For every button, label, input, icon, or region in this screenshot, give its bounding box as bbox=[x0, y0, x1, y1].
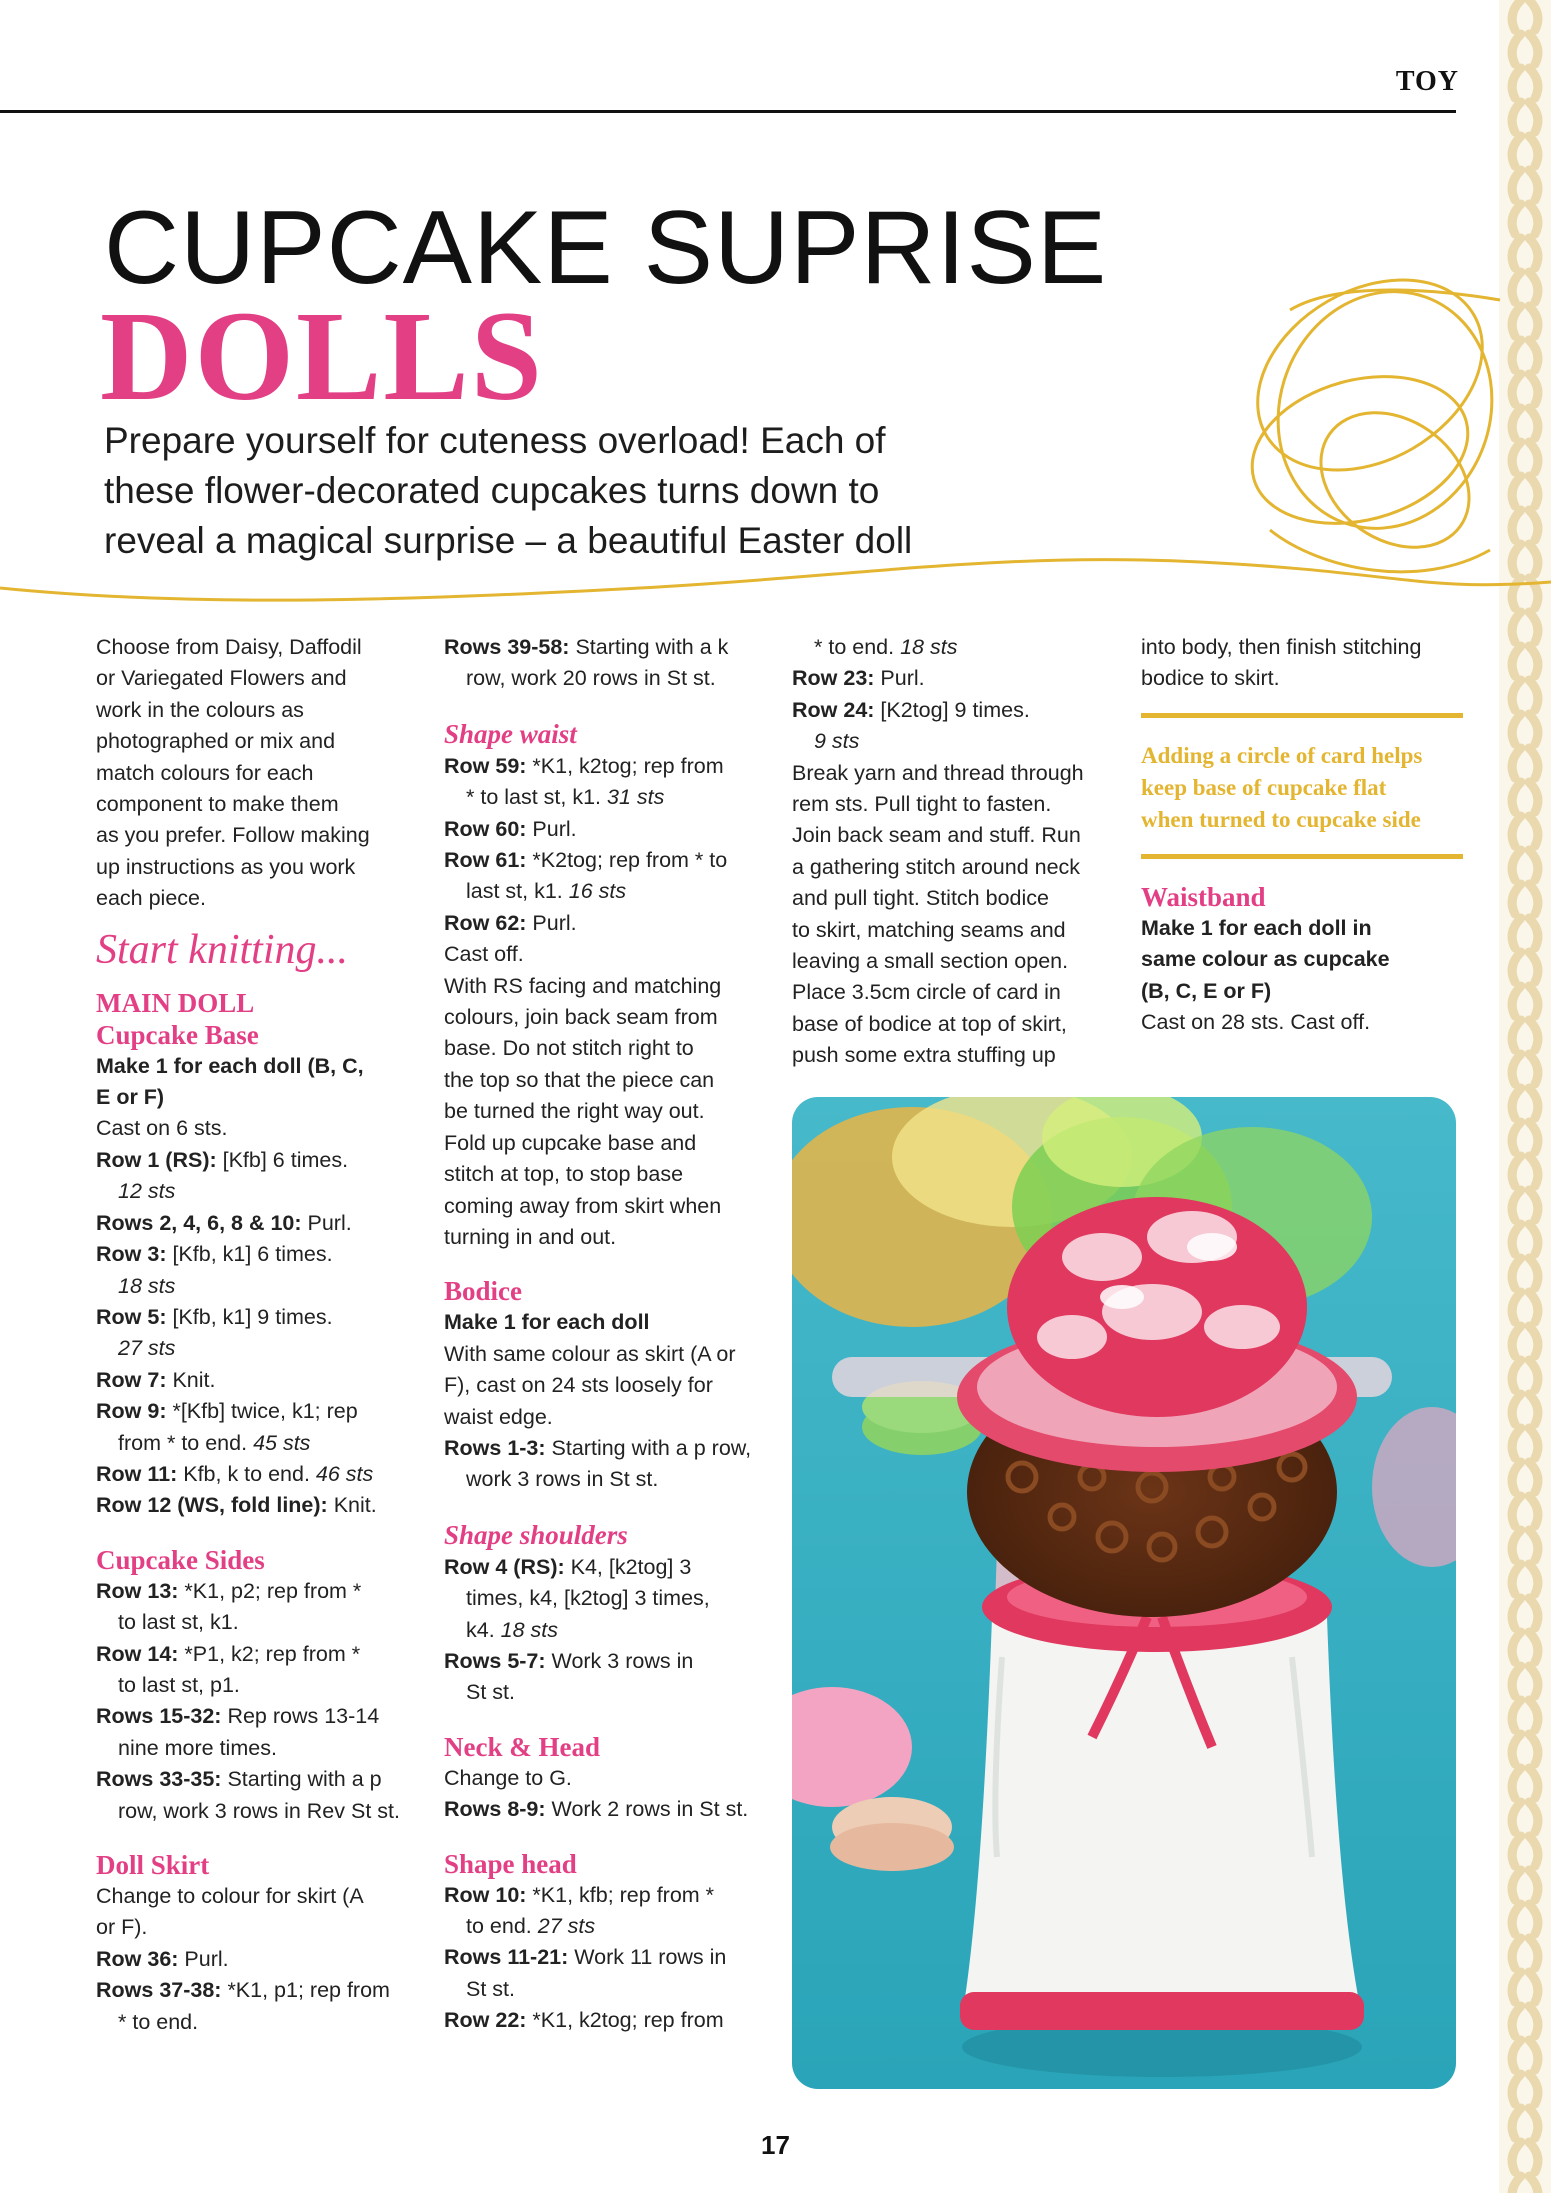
stitch-loop bbox=[1512, 816, 1521, 846]
stitch-loop bbox=[1512, 1190, 1521, 1220]
column-1 bbox=[96, 632, 416, 2038]
row-label: Rows 8-9: bbox=[444, 1797, 546, 1822]
stitch-loop bbox=[1512, 136, 1521, 166]
stitch-loop bbox=[1512, 68, 1521, 98]
stitch-loop bbox=[1529, 1054, 1538, 1084]
row-text-cont: St st. bbox=[466, 1680, 515, 1705]
stitch-loop bbox=[1529, 1700, 1538, 1730]
row-text: Starting with a k bbox=[569, 635, 729, 659]
stitch-loop bbox=[1512, 1020, 1521, 1050]
text-line: or F). bbox=[96, 1915, 148, 1940]
row-text: [Kfb, k1] 9 times. bbox=[166, 1304, 333, 1329]
stitch-loop bbox=[1529, 1020, 1538, 1050]
stitch-count: 27 sts bbox=[537, 1914, 596, 1938]
row-text-cont: k4. bbox=[466, 1617, 495, 1642]
stitch-loop bbox=[1512, 952, 1521, 982]
text-line: match colours for each bbox=[96, 760, 314, 785]
stitch-loop bbox=[1512, 1462, 1521, 1492]
row-text: Work 2 rows in St st. bbox=[545, 1797, 749, 1822]
stitch-loop bbox=[1529, 0, 1538, 30]
row-label: Row 62: bbox=[444, 910, 527, 935]
shape-head-heading: Shape head bbox=[444, 1848, 577, 1879]
text-line: Adding a circle of card helps bbox=[1141, 742, 1423, 768]
stitch-loop bbox=[1529, 748, 1538, 778]
row-label: Rows 11-21: bbox=[444, 1945, 569, 1970]
text-line: With RS facing and matching bbox=[444, 973, 722, 998]
stitch-loop bbox=[1512, 1496, 1521, 1526]
stitch-loop bbox=[1512, 1734, 1521, 1764]
row-text: *P1, k2; rep from * bbox=[178, 1641, 361, 1666]
stitch-loop bbox=[1512, 1360, 1521, 1390]
stitch-loop bbox=[1529, 204, 1538, 234]
stitch-loop bbox=[1512, 1326, 1521, 1356]
stitch-loop bbox=[1529, 102, 1538, 132]
make-note: Make 1 for each doll bbox=[444, 1310, 650, 1335]
text-line: Break yarn and thread through bbox=[792, 760, 1084, 785]
stitch-loop bbox=[1529, 2040, 1538, 2070]
row-text-cont: from * to end. bbox=[118, 1430, 248, 1455]
row-text: [Kfb, k1] 6 times. bbox=[166, 1242, 333, 1267]
stitch-loop bbox=[1512, 1972, 1521, 2002]
stitch-count: 18 sts bbox=[500, 1617, 559, 1642]
row-text: [K2tog] 9 times. bbox=[874, 697, 1030, 722]
stitch-loop bbox=[1512, 714, 1521, 744]
stitch-loop bbox=[1529, 1972, 1538, 2002]
row-label: Rows 1-3: bbox=[444, 1435, 546, 1460]
stitch-count: 27 sts bbox=[118, 1336, 176, 1361]
doll-skirt-heading: Doll Skirt bbox=[96, 1850, 210, 1880]
stitch-loop bbox=[1512, 1700, 1521, 1730]
main-doll-heading: MAIN DOLL bbox=[96, 987, 255, 1018]
stitch-loop bbox=[1529, 1938, 1538, 1968]
text-line: Fold up cupcake base and bbox=[444, 1130, 697, 1155]
stitch-loop bbox=[1529, 1530, 1538, 1560]
row-label: Row 9: bbox=[96, 1399, 167, 1424]
stitch-loop bbox=[1529, 1428, 1538, 1458]
stitch-count: 46 sts bbox=[315, 1461, 374, 1486]
stitch-loop bbox=[1529, 1394, 1538, 1424]
stitch-loop bbox=[1529, 918, 1538, 948]
stitch-loop bbox=[1529, 136, 1538, 166]
stitch-loop bbox=[1529, 850, 1538, 880]
stitch-loop bbox=[1512, 850, 1521, 880]
text-line: same colour as cupcake bbox=[1141, 947, 1390, 972]
stitch-loop bbox=[1529, 2176, 1538, 2193]
stitch-loop bbox=[1512, 1258, 1521, 1288]
header-rule bbox=[0, 110, 1456, 113]
text-line: (B, C, E or F) bbox=[1141, 978, 1272, 1003]
column-3 bbox=[792, 632, 1122, 1072]
stitch-loop bbox=[1512, 1394, 1521, 1424]
text-line: Make 1 for each doll (B, C, bbox=[96, 1053, 364, 1078]
row-text: Purl. bbox=[178, 1946, 229, 1971]
cast-on-line: Cast on 28 sts. Cast off. bbox=[1141, 1010, 1371, 1035]
stitch-loop bbox=[1512, 986, 1521, 1016]
stitch-loop bbox=[1529, 1632, 1538, 1662]
text-line: stitch at top, to stop base bbox=[444, 1162, 684, 1187]
row-label: Row 24: bbox=[792, 697, 875, 722]
row-label: Row 13: bbox=[96, 1578, 179, 1603]
text-line: colours, join back seam from bbox=[444, 1005, 718, 1030]
stitch-loop bbox=[1529, 1836, 1538, 1866]
stitch-loop bbox=[1512, 782, 1521, 812]
stitch-loop bbox=[1512, 646, 1521, 676]
stitch-loop bbox=[1529, 1360, 1538, 1390]
text-line: keep base of cupcake flat bbox=[1141, 774, 1387, 800]
stitch-loop bbox=[1529, 1768, 1538, 1798]
row-text: Knit. bbox=[166, 1367, 216, 1392]
row-label: Row 10: bbox=[444, 1882, 527, 1907]
text-line: Change to colour for skirt (A bbox=[96, 1884, 364, 1908]
text-line: base. Do not stitch right to bbox=[444, 1036, 694, 1061]
stitch-loop bbox=[1512, 1530, 1521, 1560]
row-text: Purl. bbox=[526, 910, 577, 935]
skirt-note bbox=[96, 1881, 416, 1944]
stitch-loop bbox=[1512, 0, 1521, 30]
text-line: leaving a small section open. bbox=[792, 949, 1069, 974]
stitch-loop bbox=[1512, 102, 1521, 132]
standfirst: Prepare yourself for cuteness overload! Each of these flower-decorated cupcakes turns down to reveal a magical surprise – a beautiful Easter doll bbox=[104, 420, 913, 561]
stitch-loop bbox=[1512, 1938, 1521, 1968]
stitch-loop bbox=[1529, 34, 1538, 64]
stitch-loop bbox=[1512, 1836, 1521, 1866]
row-text-cont: to end. bbox=[466, 1914, 532, 1938]
stitch-loop bbox=[1512, 1802, 1521, 1832]
stitch-loop bbox=[1512, 1598, 1521, 1628]
stitch-loop bbox=[1512, 1666, 1521, 1696]
stitch-count: 18 sts bbox=[118, 1273, 176, 1298]
page-number: 17 bbox=[761, 2130, 790, 2160]
text-line: when turned to cupcake side bbox=[1141, 806, 1421, 832]
cupcake-sides-heading: Cupcake Sides bbox=[96, 1544, 265, 1575]
stitch-loop bbox=[1512, 1632, 1521, 1662]
finishing-paragraph bbox=[792, 758, 1122, 1072]
pattern-row bbox=[96, 1145, 416, 1176]
stitch-loop bbox=[1512, 2176, 1521, 2193]
row-text-cont: work 3 rows in St st. bbox=[466, 1467, 659, 1492]
row-text-cont: * to end. bbox=[118, 2009, 199, 2034]
stitch-loop bbox=[1512, 1292, 1521, 1322]
stitch-count: 18 sts bbox=[900, 635, 958, 659]
text-line: Choose from Daisy, Daffodil bbox=[96, 635, 362, 659]
row-label: Row 22: bbox=[444, 2008, 527, 2033]
row-label: Row 12 (WS, fold line): bbox=[96, 1493, 328, 1518]
text-line: coming away from skirt when bbox=[444, 1193, 722, 1218]
neck-head-heading: Neck & Head bbox=[444, 1731, 600, 1762]
row-text: *K1, k2tog; rep from bbox=[526, 2008, 724, 2033]
text-line: Place 3.5cm circle of card in bbox=[792, 980, 1061, 1005]
row-text-cont: row, work 3 rows in Rev St st. bbox=[118, 1798, 400, 1823]
section-tag: TOY bbox=[1395, 66, 1459, 97]
stitch-loop bbox=[1512, 1054, 1521, 1084]
stitch-loop bbox=[1529, 884, 1538, 914]
row-label: Row 4 (RS): bbox=[444, 1554, 565, 1579]
stitch-loop bbox=[1512, 748, 1521, 778]
row-text-cont: St st. bbox=[466, 1976, 515, 2001]
stitch-loop bbox=[1512, 238, 1521, 268]
making-up-paragraph bbox=[444, 939, 764, 1253]
stitch-loop bbox=[1512, 918, 1521, 948]
row-text-cont: last st, k1. bbox=[466, 879, 563, 904]
row-text: Work 11 rows in bbox=[568, 1945, 727, 1970]
stitch-loop bbox=[1529, 1904, 1538, 1934]
row-text-cont: times, k4, [k2tog] 3 times, bbox=[466, 1586, 710, 1611]
tip-rule-top bbox=[1141, 713, 1463, 718]
row-label: Rows 5-7: bbox=[444, 1648, 546, 1673]
row-text: Starting with a p row, bbox=[545, 1435, 752, 1460]
row-label: Row 59: bbox=[444, 753, 527, 778]
stitch-loop bbox=[1529, 1088, 1538, 1118]
stitch-loop bbox=[1529, 1462, 1538, 1492]
column-4 bbox=[1141, 632, 1463, 1038]
stitch-loop bbox=[1512, 2006, 1521, 2036]
shape-waist-heading: Shape waist bbox=[444, 718, 577, 749]
stitch-loop bbox=[1529, 68, 1538, 98]
stitch-loop bbox=[1512, 680, 1521, 710]
base-rows bbox=[96, 1145, 416, 1396]
row-text: *K2tog; rep from * to bbox=[526, 848, 728, 873]
stitch-count: 9 sts bbox=[814, 729, 860, 754]
text-line: to skirt, matching seams and bbox=[792, 917, 1066, 942]
stitch-loop bbox=[1529, 1564, 1538, 1594]
bodice-heading: Bodice bbox=[444, 1276, 522, 1307]
stitch-count: 12 sts bbox=[118, 1179, 176, 1204]
waistband-heading: Waistband bbox=[1141, 881, 1266, 912]
stitch-loop bbox=[1529, 170, 1538, 200]
stitch-count: 16 sts bbox=[568, 879, 627, 904]
row-text: Purl. bbox=[874, 666, 925, 691]
stitch-loop bbox=[1512, 1088, 1521, 1118]
text-line: E or F) bbox=[96, 1085, 165, 1110]
row-text: *K1, p1; rep from bbox=[221, 1978, 390, 2003]
row-label: Row 60: bbox=[444, 816, 527, 841]
text-line: turning in and out. bbox=[444, 1224, 617, 1249]
stitch-loop bbox=[1512, 170, 1521, 200]
row-label: Rows 2, 4, 6, 8 & 10: bbox=[96, 1210, 302, 1235]
text-line: Make 1 for each doll in bbox=[1141, 915, 1372, 940]
shape-shoulders-heading: Shape shoulders bbox=[444, 1519, 628, 1550]
text-line: push some extra stuffing up bbox=[792, 1043, 1056, 1068]
stitch-loop bbox=[1512, 34, 1521, 64]
row-text: *K1, k2tog; rep from bbox=[526, 753, 724, 778]
title-line-2: DOLLS bbox=[100, 285, 544, 427]
row-text: Rep rows 13-14 bbox=[221, 1704, 380, 1729]
row-text: Purl. bbox=[526, 816, 577, 841]
row-text-cont: to last st, p1. bbox=[118, 1672, 240, 1697]
stitch-loop bbox=[1529, 1224, 1538, 1254]
stitch-loop bbox=[1529, 2074, 1538, 2104]
stitch-loop bbox=[1529, 1156, 1538, 1186]
stitch-loop bbox=[1529, 952, 1538, 982]
stitch-loop bbox=[1529, 782, 1538, 812]
stitch-loop bbox=[1512, 2040, 1521, 2070]
stitch-loop bbox=[1529, 1326, 1538, 1356]
column-2 bbox=[444, 632, 764, 2037]
text-line: work in the colours as bbox=[96, 697, 304, 722]
row-text: K4, [k2tog] 3 bbox=[564, 1554, 692, 1579]
row-text-cont: row, work 20 rows in St st. bbox=[466, 666, 716, 691]
stitch-loop bbox=[1512, 1768, 1521, 1798]
stitch-loop bbox=[1529, 1666, 1538, 1696]
stitch-loop bbox=[1529, 646, 1538, 676]
row-label: Rows 37-38: bbox=[96, 1978, 222, 2003]
bodice-note bbox=[444, 1339, 764, 1433]
doll-illustration bbox=[792, 1097, 1456, 2089]
stitch-loop bbox=[1529, 680, 1538, 710]
stitch-loop bbox=[1529, 238, 1538, 268]
text-line: F), cast on 24 sts loosely for bbox=[444, 1373, 713, 1398]
row-label: Row 14: bbox=[96, 1641, 179, 1666]
text-line: Cast off. bbox=[444, 942, 524, 967]
stitch-loop bbox=[1529, 1122, 1538, 1152]
row-text: Purl. bbox=[301, 1210, 352, 1235]
pattern-row bbox=[96, 1208, 416, 1239]
stitch-loop bbox=[1529, 1496, 1538, 1526]
stitch-loop bbox=[1529, 714, 1538, 744]
stitch-loop bbox=[1512, 1156, 1521, 1186]
text-line: With same colour as skirt (A or bbox=[444, 1341, 736, 1366]
row-label: Row 3: bbox=[96, 1242, 167, 1267]
title-line-1: CUPCAKE SUPRISE bbox=[104, 190, 1108, 306]
row-text-cont: * to last st, k1. bbox=[466, 785, 602, 810]
row-text: [Kfb] 6 times. bbox=[216, 1147, 349, 1172]
stitch-loop bbox=[1529, 1598, 1538, 1628]
start-knitting-heading: Start knitting... bbox=[96, 926, 348, 973]
row-text: *[Kfb] twice, k1; rep bbox=[166, 1399, 358, 1424]
text-line: each piece. bbox=[96, 886, 206, 911]
text-line: base of bodice at top of skirt, bbox=[792, 1011, 1067, 1036]
stitch-loop bbox=[1529, 1190, 1538, 1220]
cast-on-line: Cast on 6 sts. bbox=[96, 1116, 228, 1141]
text-line: waist edge. bbox=[444, 1404, 553, 1429]
text-line: or Variegated Flowers and bbox=[96, 666, 347, 691]
stitch-loop bbox=[1512, 2074, 1521, 2104]
stitch-loop bbox=[1529, 1258, 1538, 1288]
stitch-loop bbox=[1512, 1122, 1521, 1152]
finishing-paragraph-cont bbox=[1141, 632, 1463, 695]
row-label: Row 61: bbox=[444, 848, 527, 873]
row-text: Kfb, k to end. bbox=[177, 1461, 310, 1486]
text-line: and pull tight. Stitch bodice bbox=[792, 886, 1049, 911]
make-note bbox=[96, 1051, 416, 1114]
stitch-loop bbox=[1529, 816, 1538, 846]
intro-paragraph bbox=[96, 632, 416, 915]
row-label: Rows 39-58: bbox=[444, 635, 570, 659]
row-label: Row 36: bbox=[96, 1946, 179, 1971]
knitted-doll-photo bbox=[792, 1097, 1456, 2089]
row-text-cont: * to end. bbox=[814, 635, 895, 659]
stitch-loop bbox=[1529, 1870, 1538, 1900]
stitch-loop bbox=[1512, 1224, 1521, 1254]
row-text-cont: nine more times. bbox=[118, 1735, 277, 1760]
stitch-loop bbox=[1512, 204, 1521, 234]
text-line: as you prefer. Follow making bbox=[96, 823, 370, 848]
text-line: bodice to skirt. bbox=[1141, 666, 1280, 691]
text-line: rem sts. Pull tight to fasten. bbox=[792, 792, 1052, 817]
stitch-loop bbox=[1512, 884, 1521, 914]
stitch-loop bbox=[1512, 1904, 1521, 1934]
stitch-loop bbox=[1529, 986, 1538, 1016]
row-label: Row 11: bbox=[96, 1461, 178, 1486]
stitch-loop bbox=[1512, 1428, 1521, 1458]
stitch-loop bbox=[1529, 1292, 1538, 1322]
cupcake-base-heading: Cupcake Base bbox=[96, 1019, 259, 1050]
stitch-count: 31 sts bbox=[607, 785, 665, 810]
stitch-loop bbox=[1529, 1802, 1538, 1832]
make-note bbox=[1141, 913, 1463, 1007]
row-label: Row 23: bbox=[792, 666, 875, 691]
stitch-loop bbox=[1512, 1870, 1521, 1900]
text-line: be turned the right way out. bbox=[444, 1099, 705, 1124]
pattern-row bbox=[96, 1302, 416, 1333]
text-line: up instructions as you work bbox=[96, 854, 356, 879]
text-line: photographed or mix and bbox=[96, 729, 336, 754]
text-line: component to make them bbox=[96, 792, 339, 817]
row-text: *K1, p2; rep from * bbox=[178, 1578, 362, 1603]
stitch-loop bbox=[1529, 2006, 1538, 2036]
stitch-loop bbox=[1512, 1564, 1521, 1594]
stitch-loop bbox=[1529, 1734, 1538, 1764]
tip-callout bbox=[1141, 740, 1463, 836]
row-label: Rows 33-35: bbox=[96, 1767, 222, 1792]
stitch-count: 45 sts bbox=[253, 1430, 311, 1455]
row-text-cont: to last st, k1. bbox=[118, 1610, 239, 1635]
change-note: Change to G. bbox=[444, 1765, 572, 1790]
pattern-row bbox=[96, 1365, 416, 1396]
text-line: Join back seam and stuff. Run bbox=[792, 823, 1081, 848]
row-text: Knit. bbox=[327, 1493, 377, 1518]
row-text: Starting with a p bbox=[221, 1767, 382, 1792]
row-label: Row 7: bbox=[96, 1367, 167, 1392]
text-line: a gathering stitch around neck bbox=[792, 854, 1081, 879]
row-label: Row 5: bbox=[96, 1304, 167, 1329]
row-label: Row 1 (RS): bbox=[96, 1147, 217, 1172]
row-label: Rows 15-32: bbox=[96, 1704, 222, 1729]
text-line: into body, then finish stitching bbox=[1141, 635, 1422, 659]
row-text: *K1, kfb; rep from * bbox=[526, 1882, 715, 1907]
row-text: Work 3 rows in bbox=[545, 1648, 694, 1673]
pattern-row bbox=[96, 1239, 416, 1270]
text-line: the top so that the piece can bbox=[444, 1067, 715, 1092]
tip-rule-bottom bbox=[1141, 854, 1463, 859]
yarn-decoration bbox=[0, 270, 1551, 630]
